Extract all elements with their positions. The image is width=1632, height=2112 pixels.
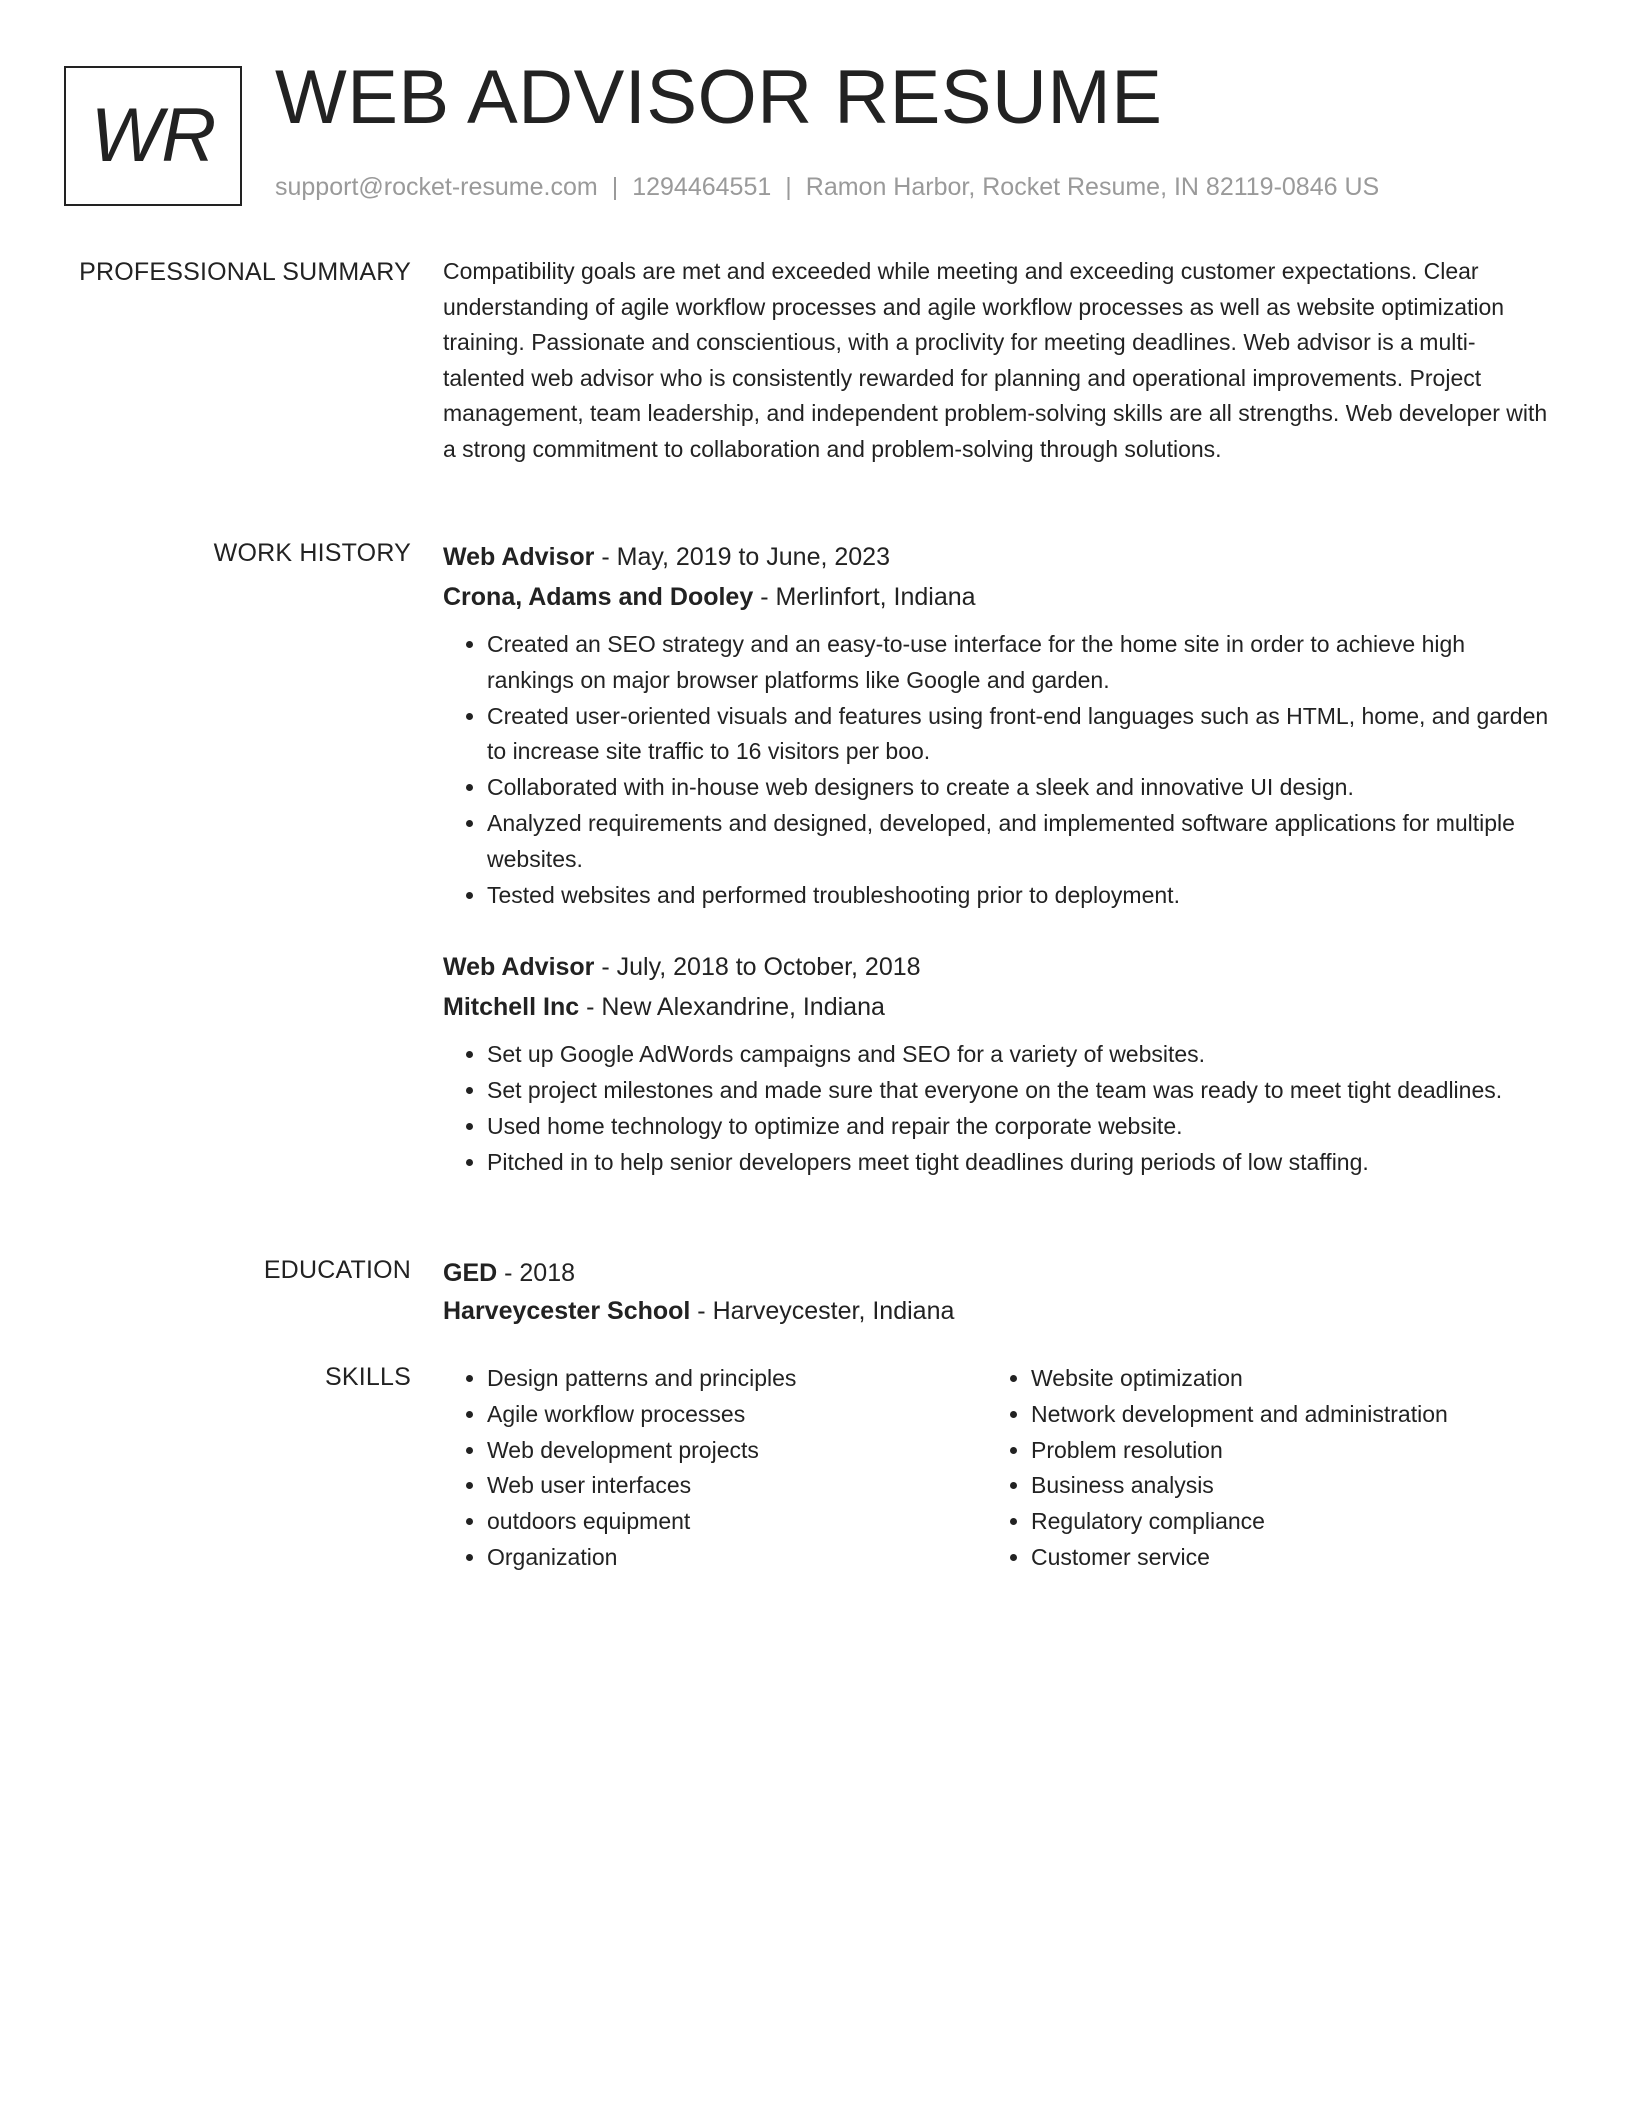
work-history-body	[443, 537, 1553, 1181]
contact-email: support@rocket-resume.com	[275, 173, 598, 201]
job-entry	[443, 947, 1553, 1180]
skills-list-left	[443, 1361, 987, 1576]
job-dates: - May, 2019 to June, 2023	[594, 543, 890, 571]
list-item: • Collaborated with in-house web designers to create a sleek and innovative UI design.	[487, 770, 1553, 806]
list-item: • Design patterns and principles	[487, 1361, 987, 1397]
job-company-line	[443, 577, 1553, 617]
list-item: • Web development projects	[487, 1433, 987, 1469]
job-entry	[443, 537, 1553, 913]
job-title: Web Advisor	[443, 543, 595, 571]
job-title: Web Advisor	[443, 953, 595, 982]
list-item: • Problem resolution	[1031, 1433, 1531, 1469]
list-item: • Regulatory compliance	[1031, 1504, 1531, 1540]
list-item: • Used home technology to optimize and repair the corporate website.	[487, 1109, 1553, 1145]
contact-separator: |	[785, 173, 792, 201]
skills-column-right	[987, 1361, 1531, 1576]
monogram-box	[64, 66, 242, 206]
list-item: • Tested websites and performed troubleshooting prior to deployment.	[487, 878, 1553, 914]
job-title-line	[443, 537, 1553, 577]
resume-title: WEB ADVISOR RESUME	[275, 55, 1163, 140]
section-heading-summary: PROFESSIONAL SUMMARY	[79, 258, 411, 286]
job-company: Mitchell Inc	[443, 993, 580, 1022]
education-school: Harveycester School	[443, 1297, 691, 1325]
list-item: • Network development and administration	[1031, 1397, 1531, 1433]
contact-line	[275, 172, 1379, 202]
job-location: - Merlinfort, Indiana	[753, 583, 976, 611]
list-item: • outdoors equipment	[487, 1504, 987, 1540]
list-item: • Set up Google AdWords campaigns and SEO for a variety of websites.	[487, 1037, 1553, 1073]
skills-columns	[443, 1361, 1553, 1576]
summary-body	[443, 256, 1553, 468]
education-year: - 2018	[497, 1259, 576, 1287]
job-dates: - July, 2018 to October, 2018	[594, 953, 921, 982]
list-item: • Analyzed requirements and designed, developed, and implemented software applications for multiple websites.	[487, 806, 1553, 878]
skills-body	[443, 1361, 1553, 1576]
list-item: • Website optimization	[1031, 1361, 1531, 1397]
list-item: • Set project milestones and made sure that everyone on the team was ready to meet tight deadlines.	[487, 1073, 1553, 1109]
skills-list-right	[987, 1361, 1531, 1576]
summary-paragraph: Compatibility goals are met and exceeded while meeting and exceeding customer expectations. Clear understanding of agile workflow processes and agile workflow processes as well as website optimization training. Passionate and conscientious, with a proclivity for meeting deadlines. Web advisor is a multi-talented web advisor who is consistently rewarded for planning and operational improvements. Project management, team leadership, and independent problem-solving skills are all strengths. Web developer with a strong commitment to collaboration and problem-solving through solutions.	[443, 258, 1548, 462]
list-item: • Agile workflow processes	[487, 1397, 987, 1433]
education-degree-line	[443, 1254, 1553, 1292]
education-degree: GED	[443, 1259, 498, 1287]
list-item: • Created user-oriented visuals and features using front-end languages such as HTML, home, and garden to increase site traffic to 16 visitors per boo.	[487, 699, 1553, 771]
list-item: • Organization	[487, 1540, 987, 1576]
job-bullet-list	[443, 1037, 1553, 1180]
education-body	[443, 1254, 1553, 1330]
education-school-line	[443, 1292, 1553, 1330]
contact-address: Ramon Harbor, Rocket Resume, IN 82119-0846 US	[805, 173, 1380, 201]
section-heading-work-history: WORK HISTORY	[213, 539, 411, 567]
job-company: Crona, Adams and Dooley	[443, 583, 754, 611]
section-heading-skills: SKILLS	[325, 1363, 411, 1391]
job-location: - New Alexandrine, Indiana	[579, 993, 885, 1022]
skills-column-left	[443, 1361, 987, 1576]
job-bullet-list	[443, 627, 1553, 913]
list-item: • Business analysis	[1031, 1468, 1531, 1504]
contact-phone: 1294464551	[632, 173, 772, 201]
job-title-line	[443, 947, 1553, 987]
list-item: • Customer service	[1031, 1540, 1531, 1576]
list-item: • Pitched in to help senior developers meet tight deadlines during periods of low staffing.	[487, 1145, 1553, 1181]
job-company-line	[443, 987, 1553, 1027]
list-item: • Web user interfaces	[487, 1468, 987, 1504]
monogram-initials: WR	[90, 93, 216, 178]
list-item: • Created an SEO strategy and an easy-to-use interface for the home site in order to achieve high rankings on major browser platforms like Google and garden.	[487, 627, 1553, 699]
education-location: - Harveycester, Indiana	[690, 1297, 955, 1325]
section-heading-education: EDUCATION	[263, 1256, 411, 1284]
contact-separator: |	[611, 173, 619, 201]
